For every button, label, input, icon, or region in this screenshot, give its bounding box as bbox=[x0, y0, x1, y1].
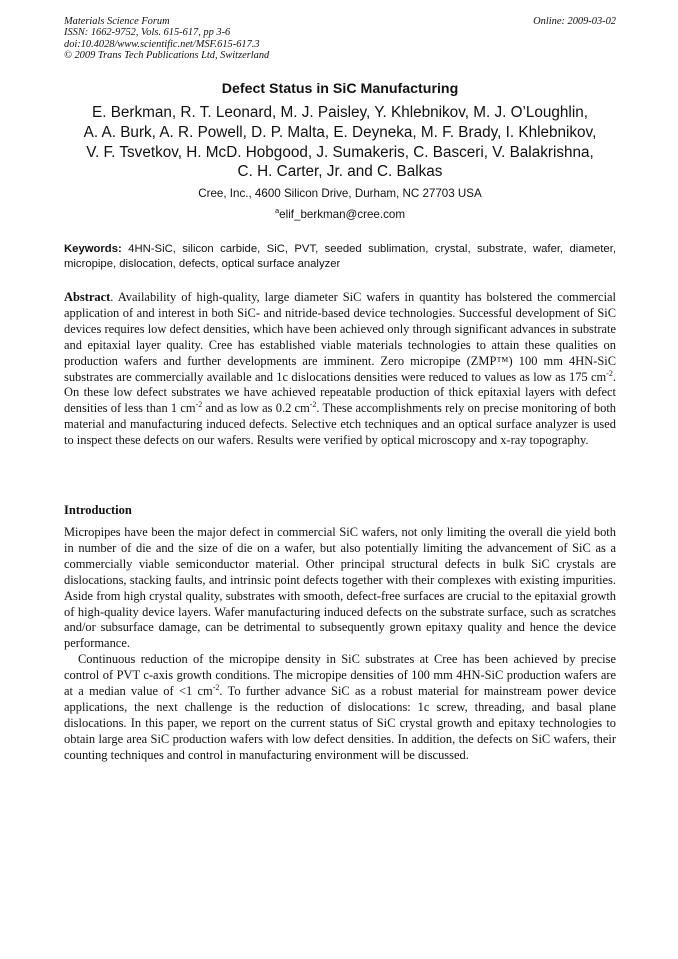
section-heading: Introduction bbox=[64, 503, 132, 517]
author-email bbox=[64, 207, 616, 222]
email-address: elif_berkman@cree.com bbox=[279, 208, 405, 221]
doi-line: doi:10.4028/www.scientific.net/MSF.615-617.3 bbox=[64, 38, 260, 50]
author-line: E. Berkman, R. T. Leonard, M. J. Paisley, Y. Khlebnikov, M. J. O’Loughlin, bbox=[92, 104, 588, 121]
abstract-text: and as low as 0.2 cm bbox=[202, 401, 310, 416]
abstract-text: . On these low defect substrates we have achieved repeatable production of thick epitaxial layers with defect densities of less than 1 cm bbox=[64, 369, 616, 416]
author-line: A. A. Burk, A. R. Powell, D. P. Malta, E. Deyneka, M. F. Brady, I. Khlebnikov, bbox=[83, 123, 597, 141]
email-superscript: a bbox=[275, 206, 280, 215]
paragraph bbox=[64, 652, 616, 763]
affiliation: Cree, Inc., 4600 Silicon Drive, Durham, NC 27703 USA bbox=[198, 187, 482, 200]
paragraph-text: Continuous reduction of the micropipe density in SiC substrates at Cree has been achieved by precise control of PVT c-axis growth conditions. The micropipe densities of 100 mm 4HN-SiC production wafers are at a median value of <1 cm bbox=[64, 652, 616, 699]
introduction-body bbox=[64, 525, 616, 764]
abstract bbox=[64, 290, 616, 449]
superscript: -2 bbox=[212, 683, 220, 693]
copyright-line: © 2009 Trans Tech Publications Ltd, Switzerland bbox=[64, 49, 270, 61]
keywords-label: Keywords: bbox=[64, 243, 122, 255]
issn-line: ISSN: 1662-9752, Vols. 615-617, pp 3-6 bbox=[64, 27, 231, 39]
superscript: -2 bbox=[606, 368, 613, 378]
author-list bbox=[64, 103, 616, 182]
journal-name: Materials Science Forum bbox=[64, 16, 170, 27]
superscript: -2 bbox=[309, 400, 317, 410]
author-line: V. F. Tsvetkov, H. McD. Hobgood, J. Sumakeris, C. Basceri, V. Balakrishna, bbox=[86, 143, 594, 161]
paper-title: Defect Status in SiC Manufacturing bbox=[221, 81, 459, 97]
abstract-label: Abstract bbox=[64, 290, 111, 304]
abstract-text: . Availability of high-quality, large diameter SiC wafers in quantity has bolstered the commercial application of and interest in both SiC- and nitride-based device technologies. Successful development of SiC devices requires low defect densities, which have been achieved only through significant advances in substrate and epitaxial layer quality. Cree has established viable materials technologies to attain these qualities on production wafers and further developments are imminent. Zero micropipe (ZMP™) 100 mm 4HN-SiC substrates are commercially available and 1c dislocations densities were reduced to values as low as 175 cm bbox=[64, 290, 616, 384]
paragraph-text: . To further advance SiC as a robust material for mainstream power device applications, the next challenge is the reduction of dislocations: 1c screw, threading, and basal plane dislocations. In this paper, we report on the current status of SiC crystal growth and epitaxy technologies to obtain large area SiC production wafers with low defect densities. In addition, the defects on SiC wafers, their counting techniques and control in manufacturing environment will be discussed. bbox=[64, 684, 617, 762]
journal-header bbox=[64, 16, 616, 61]
abstract-text: . These accomplishments rely on precise monitoring of both material and manufacturing induced defects. Selective etch techniques and an optical surface analyzer is used to inspect these defects on our wafers. Results were verified by optical microscopy and x-ray topography. bbox=[64, 401, 616, 448]
online-date: Online: 2009-03-02 bbox=[533, 16, 616, 27]
keywords bbox=[64, 242, 616, 271]
author-line: C. H. Carter, Jr. and C. Balkas bbox=[237, 163, 443, 181]
keywords-text: 4HN-SiC, silicon carbide, SiC, PVT, seeded sublimation, crystal, substrate, wafer, diameter, micropipe, dislocation, defects, optical surface analyzer bbox=[64, 243, 616, 270]
paragraph: Micropipes have been the major defect in commercial SiC wafers, not only limiting the overall die yield both in number of die and the size of die on a wafer, but also potentially limiting the advancement of SiC as a commercially viable semiconductor material. Other principal structural defects in bulk SiC crystals are dislocations, stacking faults, and intrinsic point defects together with their complexes with existing impurities. Aside from high crystal quality, substrates with smooth, defect-free surfaces are crucial to the epitaxial growth of high-quality device layers. Wafer manufacturing induced defects on the substrate surface, such as scratches and/or subsurface damage, can be detrimental to subsequently grown epitaxy quality and hence the device performance. bbox=[64, 525, 616, 651]
superscript: -2 bbox=[195, 400, 203, 410]
